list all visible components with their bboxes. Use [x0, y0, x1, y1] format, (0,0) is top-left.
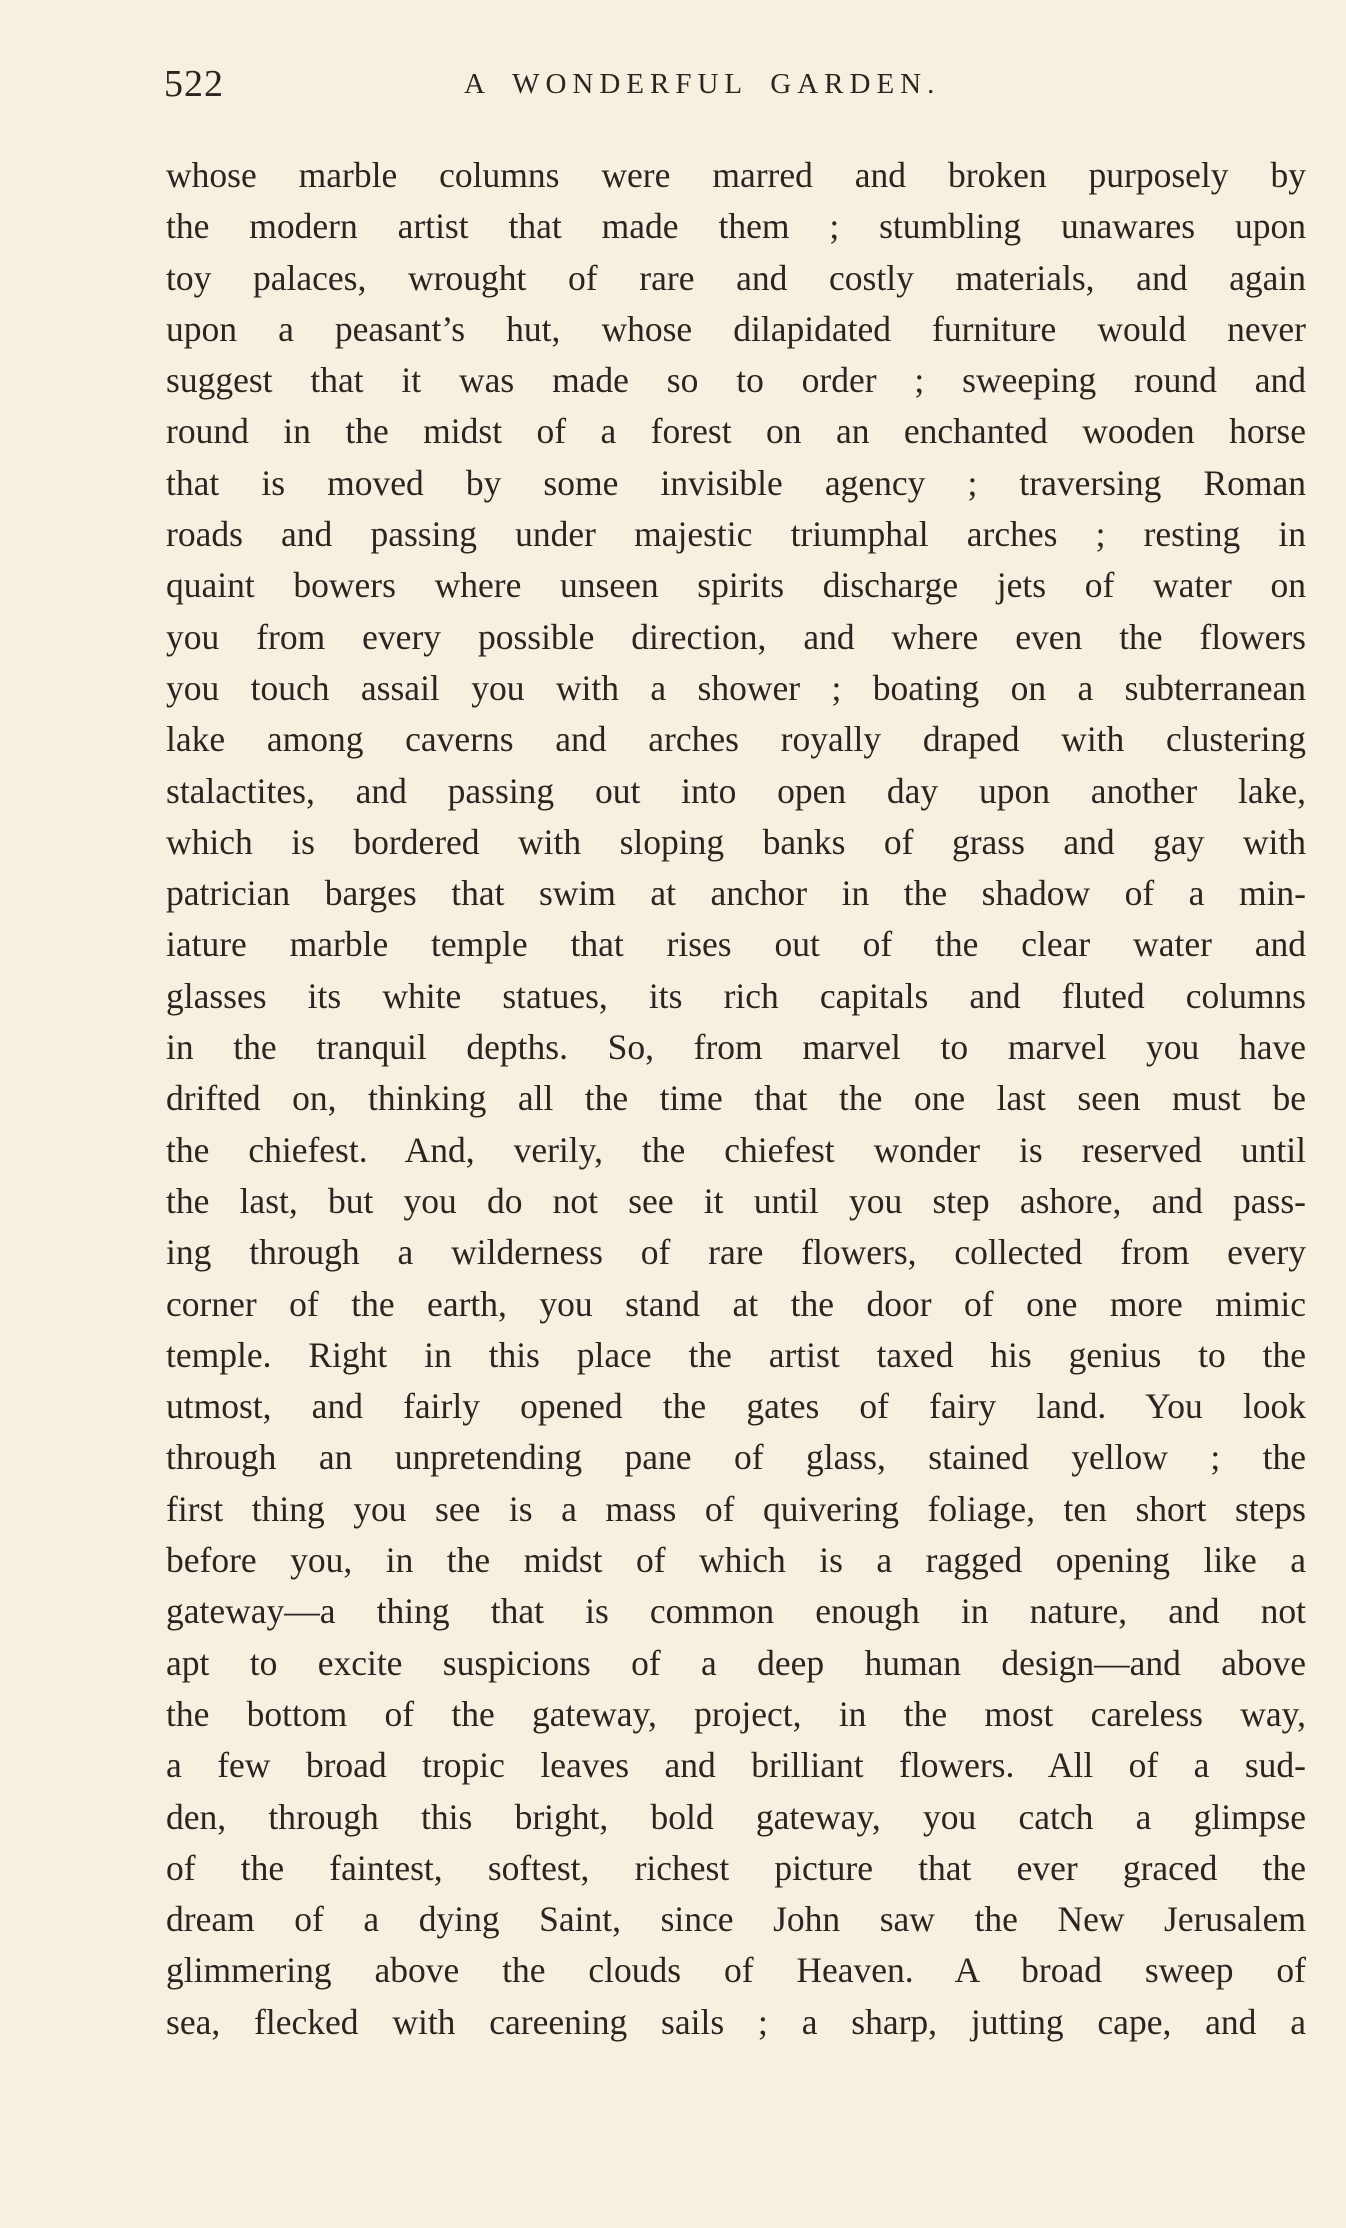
text-line: you from every possible direction, and where even the flowers [166, 616, 1306, 657]
text-line: the last, but you do not see it until you step ashore, and pass- [166, 1180, 1306, 1221]
text-line: through an unpretending pane of glass, stained yellow ; the [166, 1437, 1306, 1478]
page-number: 522 [164, 63, 224, 105]
text-line: in the tranquil depths. So, from marvel to marvel you have [166, 1027, 1306, 1068]
text-line: first thing you see is a mass of quivering foliage, ten short steps [166, 1488, 1306, 1529]
text-line: the bottom of the gateway, project, in the most careless way, [166, 1693, 1306, 1734]
text-line: the modern artist that made them ; stumbling unawares upon [166, 206, 1306, 247]
text-line: roads and passing under majestic triumphal arches ; resting in [166, 514, 1306, 555]
text-line: glimmering above the clouds of Heaven. A broad sweep of [166, 1950, 1306, 1991]
running-title: A WONDERFUL GARDEN. [464, 68, 941, 100]
text-line: drifted on, thinking all the time that the one last seen must be [166, 1078, 1306, 1119]
text-line: iature marble temple that rises out of the clear water and [166, 924, 1306, 965]
text-line: den, through this bright, bold gateway, you catch a glimpse [166, 1796, 1306, 1837]
text-line: whose marble columns were marred and broken purposely by [166, 155, 1306, 195]
text-line: apt to excite suspicions of a deep human design—and above [166, 1642, 1306, 1683]
text-line: ing through a wilderness of rare flowers, collected from every [166, 1232, 1306, 1273]
text-line: a few broad tropic leaves and brilliant flowers. All of a sud- [166, 1745, 1306, 1786]
text-line: sea, flecked with careening sails ; a sharp, jutting cape, and a [166, 2001, 1306, 2042]
text-line: temple. Right in this place the artist taxed his genius to the [166, 1334, 1306, 1375]
text-line: dream of a dying Saint, since John saw the New Jerusalem [166, 1899, 1306, 1940]
text-line: lake among caverns and arches royally draped with clustering [166, 719, 1306, 760]
text-line: upon a peasant’s hut, whose dilapidated furniture would never [166, 308, 1306, 349]
text-line: toy palaces, wrought of rare and costly materials, and again [166, 257, 1306, 298]
running-head [164, 62, 1314, 122]
text-line: gateway—a thing that is common enough in nature, and not [166, 1591, 1306, 1632]
text-line: round in the midst of a forest on an enchanted wooden horse [166, 411, 1306, 452]
text-line: patrician barges that swim at anchor in the shadow of a min- [166, 873, 1306, 914]
text-line: quaint bowers where unseen spirits discharge jets of water on [166, 565, 1306, 606]
text-line: before you, in the midst of which is a ragged opening like a [166, 1540, 1306, 1581]
text-line: that is moved by some invisible agency ; traversing Roman [166, 462, 1306, 503]
text-line: utmost, and fairly opened the gates of fairy land. You look [166, 1386, 1306, 1427]
text-line: of the faintest, softest, richest picture that ever graced the [166, 1847, 1306, 1888]
text-line: the chiefest. And, verily, the chiefest wonder is reserved until [166, 1129, 1306, 1170]
text-line: which is bordered with sloping banks of grass and gay with [166, 821, 1306, 862]
text-line: corner of the earth, you stand at the door of one more mimic [166, 1283, 1306, 1324]
body-text [166, 150, 1306, 2048]
text-line: glasses its white statues, its rich capitals and fluted columns [166, 975, 1306, 1016]
text-line: suggest that it was made so to order ; sweeping round and [166, 360, 1306, 401]
text-line: you touch assail you with a shower ; boating on a subterranean [166, 667, 1306, 708]
text-line: stalactites, and passing out into open day upon another lake, [166, 770, 1306, 811]
